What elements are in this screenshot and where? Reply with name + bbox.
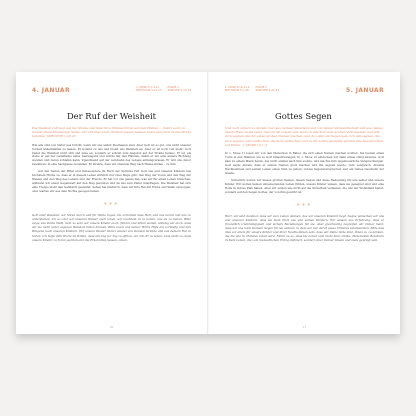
ornament-stars: ✳✳✳ [296,201,313,207]
right-page-header [225,86,384,102]
left-page-header [32,86,191,102]
right-body-paragraph: In 1. Mose 11 lesen wir von den Menschen in Babel, die sich einen Namen machen wollten. Sie bauten einen Turm in den Himmel, um zu Gott hinaufzusteigen. In 1. Mose 12 entdecken wir dann etwas völlig anderes. Gott kam zu einem Mann herab, der nicht einmal nach ihm suchte, und machte ihm ungeheuerliche Versprechungen. Gott sagte Abram, dass er seinen Namen groß machen und ihn segnen werde. Gott versprach, Abrams Nachkommen und seinen Leben einen Sinn zu geben. Gottes Segensversprechen war ein reines Geschenk der Gnade. [225,151,384,175]
ornament-stars: ✳✳✳ [103,201,120,207]
left-body-paragraph: Auf den Seiten der Bibel und insbesondere im Buch der Sprüche ruft Gott uns und unseren Kindern aus höchstem Hörbe zu, dass er in diesem Leben wirklich nur zwei Wege gibt: den Weg der Toren und den Weg der Weisen und den Weg des Lebens und der Freude. Er hat vor uns genau das, was wir für einen Leben brauchen, während wir unser Gegenwart auf den Weg gestoßen und da uns zum Zieler missfragen. Die Weisheit hat sich eine Treppe mehr den Gebhardt gestattet. Sehen Sie hindurch, dass wir Ihre Rat mit Hiobs und Wahn versorgen, oder warten wir aus dem Nichts gesogen haben. [32,169,191,194]
left-readings-col-1 [136,86,161,93]
right-readings [225,86,279,93]
right-body-paragraph: Sicherlich wollen wir diesen großen Namen, diesen Segen und diese Bedeutung für uns selbst und unsere Kinder. Wir wollen keinen unbedeutenden Leben führen, unsere Kinder wissen, dass sie gesegnet sind und eine Rolle in Gottes Plan haben. Aber wir wollen uns nicht auf die Sicherheit verlassen, die uns der Wohlstand bietet, sondern auf den Segen Gottes, der von ihm gewirkt ist. [225,177,384,194]
left-body-paragraph: Wie alle sind von Natur aus töricht; wenn wir uns selbst überlassen sind. Aber Gott ist so gut, uns nicht unserer Torheit anheimfallen zu lassen. Er kommt zu uns und bietet uns Weisheit an. Aber er ist noch viel mehr: Gott bietet die Weisheit nicht still und leise an, sondern er schreit zum Angebot auf der Straße heraus. Er ist, als stehe er auf der Ladefläche eines Lastwagens und würde mit den Händen, damit er um eine andere Richtung wenden und deren schlafen kann, irgendwann auf der Autobahn des Lebens entlangzurasen. Er will uns davor bewahren, in eine Sackgasse zu landen. Er strebte, dass wir unserem Weg nach Hause finden – zu ihm. [32,142,191,167]
open-book [16,72,400,334]
left-prayer: Gott aller Weisheit, wir hören durch und für Ihnde ragen, Du ermahnst dass Herz und uns bereit und uns zu unterstehen, ich so oder wir unseren Kinder auch leben, wir machtest zu in haben, uns du zu lieben. Bitte zeige uns Deine Wahl. Gott so sehr wir unsere Kinder auch, führen und leiten wollen, ständig wir doch, dass wir sie nicht unter eigenen Weisheit hüten können. Bitte mach uns sicher. Hörte Hilfe auf vorläufig und den Hingebe nach unseren Kindern. Hof unsere Kinder immer wieder von Deinem Gründe und aus deinem Rat zu hören. Ich hoffe dein Worte ist Willen, dass mit Tag fur Tag zu öffnen, um mit dir zu leben. Lass nicht zu, dass unsere Kinder zu Toren werden und die Erkenntnis hassen. Amen. [32,213,191,242]
right-page [209,72,400,334]
left-title: Der Ruf der Weisheit [66,111,157,121]
right-date: 5. JANUAR [346,87,384,94]
reading-ref: SPRÜCHE 1,20–23 [255,89,280,93]
reading-ref: MATTHÄUS 4,12–25 [136,89,162,93]
left-page-number: 16 [109,326,114,329]
reading-ref: MATTHÄUS 5,1–26 [225,89,249,93]
reading-ref: PSALM 4 [167,86,179,89]
left-readings [136,86,191,93]
reading-ref: SPRÜCHE 1,10–19 [167,89,191,93]
reading-ref: 1. MOSE 7,1–9,17 [136,86,159,89]
left-readings-col-2 [167,86,191,93]
right-title: Gottes Segen [275,111,332,121]
right-readings-col-2 [256,86,280,93]
right-intro-verse: Und Gott sprach zu Abram: Geh aus deinem Vaterland und von deiner Verwandtschaft und aus deines Vaters Haus in ein Land, das ich dir zeigen will. Und ich will dich zum großen Volk machen und will dich segnen und dir einen großen Namen machen, und du sollst ein Segen sein. Ich will segnen, die dich segnen, und verfluchen, die dich verfluchen; und in dir sollen gesegnet werden alle Geschlechter auf Erden. 1. MOSE 12,1–3 [225,126,384,147]
right-prayer: Herr, wir sind dankbar, dass wir zum Leben danken, das wir unseren Kindern liegt, Segne wünschen wir uns und unseren Kindern, dass sie Dein Wort aus und seinen Kindern. Wir wissen aus Erfahrung, dass er freundlich Unabhängigkeit und sicheln Beziehungen für sie. Aber gleichzeitig begreifen wir immer mehr, dass wir uns nach Deinem Segen für sie sehnen, in dem wir nur durch Jesus Christus zuteilwerden. Bitte lass dies vor allem für unsere Kinder und ihrer Nachkommen sein, dass wir Deine Güte sind, Ihnen zu zu danken, die Du uns in Christus zuteil wird. Führe es so, dass Du Leben sich nicht über Größe, Materiellen Reichtum in Dein Leben, die vom menschlichen Erfolg definiert, sondern über Deiner Gnade und Gute geprägt sein. [225,213,384,243]
left-intro-verse: Die Weisheit ruft laut auf der Straße und lässt ihre Stimme hören auf den Plätzen … Kehrt euch zu meiner Zurechtweisung! Siehe, ich will über euch strömen lassen meinen Geist und euch meine Worte kundtun. SPRÜCHE 1,20.23 [32,126,191,139]
left-page [16,72,207,334]
right-readings-col-1 [225,86,250,93]
left-date: 4. JANUAR [32,87,70,94]
right-page-number: 17 [302,326,307,329]
reading-ref: 1. MOSE 9,18–11,9 [225,86,250,89]
reading-ref: PSALM 5 [255,86,267,89]
